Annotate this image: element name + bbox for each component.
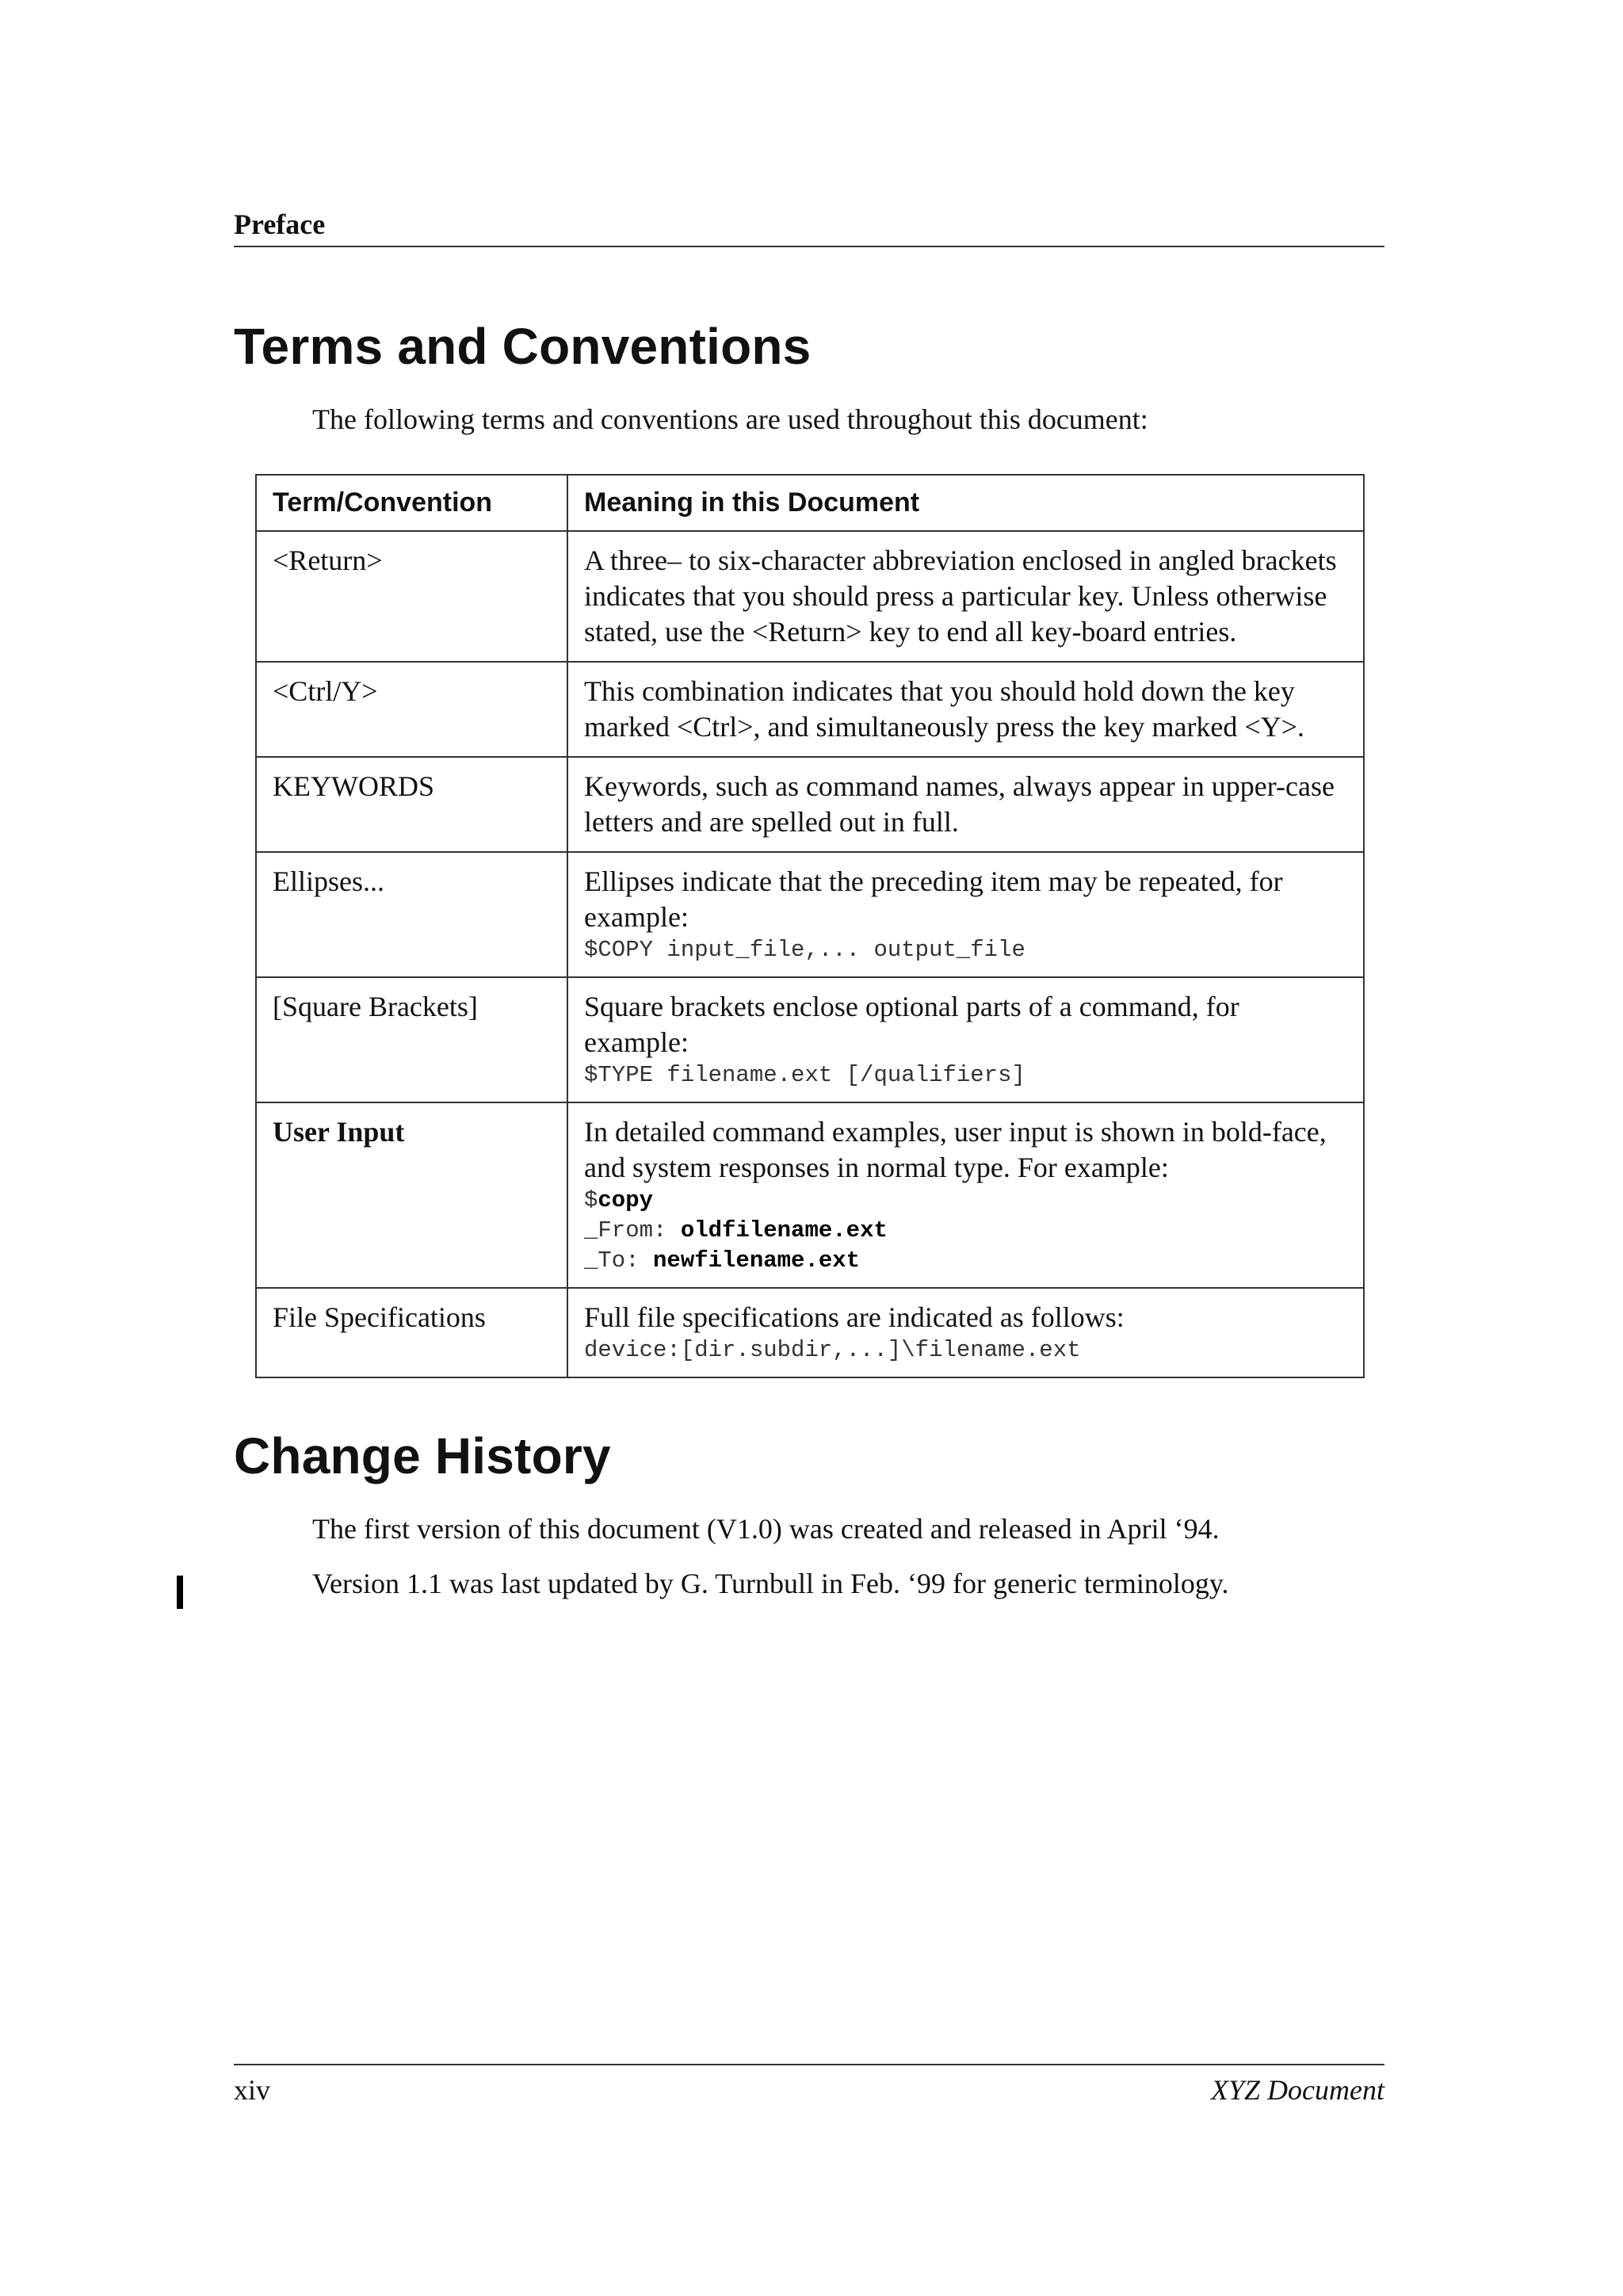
table-row bbox=[256, 531, 1364, 662]
table-row bbox=[256, 977, 1364, 1102]
term-cell: <Return> bbox=[256, 531, 567, 662]
system-prompt: _From: bbox=[584, 1217, 681, 1244]
table-row bbox=[256, 662, 1364, 757]
code-example: $COPY input_file,... output_file bbox=[584, 937, 1025, 963]
term-cell: Ellipses... bbox=[256, 852, 567, 977]
table-row bbox=[256, 852, 1364, 977]
term-cell: <Ctrl/Y> bbox=[256, 662, 567, 757]
meaning-cell bbox=[567, 1102, 1364, 1288]
term-cell: File Specifications bbox=[256, 1288, 567, 1377]
meaning-cell bbox=[567, 1288, 1364, 1377]
column-header-meaning: Meaning in this Document bbox=[567, 475, 1364, 531]
code-example-line bbox=[584, 1246, 1349, 1276]
terms-intro: The following terms and conventions are used throughout this document: bbox=[312, 403, 1148, 435]
document-title: XYZ Document bbox=[1211, 2074, 1384, 2106]
code-example-line bbox=[584, 1216, 1349, 1246]
system-prompt: $ bbox=[584, 1187, 598, 1213]
user-input: oldfilename.ext bbox=[680, 1217, 888, 1244]
history-line: The first version of this document (V1.0) was created and released in April ‘94. bbox=[312, 1513, 1220, 1545]
terms-heading: Terms and Conventions bbox=[234, 318, 812, 375]
meaning-text: In detailed command examples, user input is shown in bold-face, and system responses in normal type. For example: bbox=[584, 1116, 1327, 1183]
meaning-text: This combination indicates that you should hold down the key marked <Ctrl>, and simultaneously press the key marked <Y>. bbox=[584, 675, 1305, 743]
meaning-cell bbox=[567, 852, 1364, 977]
table-row bbox=[256, 757, 1364, 852]
conventions-table bbox=[255, 474, 1365, 1378]
page-number: xiv bbox=[234, 2074, 271, 2106]
column-header-term: Term/Convention bbox=[256, 475, 567, 531]
meaning-cell bbox=[567, 757, 1364, 852]
meaning-cell bbox=[567, 531, 1364, 662]
meaning-text: Keywords, such as command names, always appear in upper-case letters and are spelled out in full. bbox=[584, 770, 1335, 838]
table-header-row bbox=[256, 475, 1364, 531]
history-line: Version 1.1 was last updated by G. Turnbull in Feb. ‘99 for generic terminology. bbox=[312, 1568, 1229, 1599]
table-row bbox=[256, 1102, 1364, 1288]
term-cell: User Input bbox=[256, 1102, 567, 1288]
meaning-text: Ellipses indicate that the preceding item may be repeated, for example: bbox=[584, 865, 1283, 933]
code-example: device:[dir.subdir,...]\filename.ext bbox=[584, 1337, 1081, 1363]
code-example: $TYPE filename.ext [/qualifiers] bbox=[584, 1062, 1025, 1088]
user-input: copy bbox=[598, 1187, 654, 1213]
user-input: newfilename.ext bbox=[653, 1247, 861, 1274]
meaning-text: A three– to six-character abbreviation enclosed in angled brackets indicates that you should press a particular key. Unless otherwise stated, use the <Return> key to end all key-board entries. bbox=[584, 544, 1337, 648]
term-cell: KEYWORDS bbox=[256, 757, 567, 852]
code-example-line bbox=[584, 1186, 1349, 1216]
table-row bbox=[256, 1288, 1364, 1377]
term-cell: [Square Brackets] bbox=[256, 977, 567, 1102]
meaning-cell bbox=[567, 977, 1364, 1102]
change-bar bbox=[177, 1576, 183, 1609]
running-footer bbox=[234, 2064, 1384, 2107]
meaning-cell bbox=[567, 662, 1364, 757]
system-prompt: _To: bbox=[584, 1247, 654, 1274]
meaning-text: Full file specifications are indicated as follows: bbox=[584, 1301, 1125, 1333]
running-header: Preface bbox=[234, 208, 1384, 247]
meaning-text: Square brackets enclose optional parts of a command, for example: bbox=[584, 991, 1239, 1058]
change-history-heading: Change History bbox=[234, 1427, 611, 1484]
